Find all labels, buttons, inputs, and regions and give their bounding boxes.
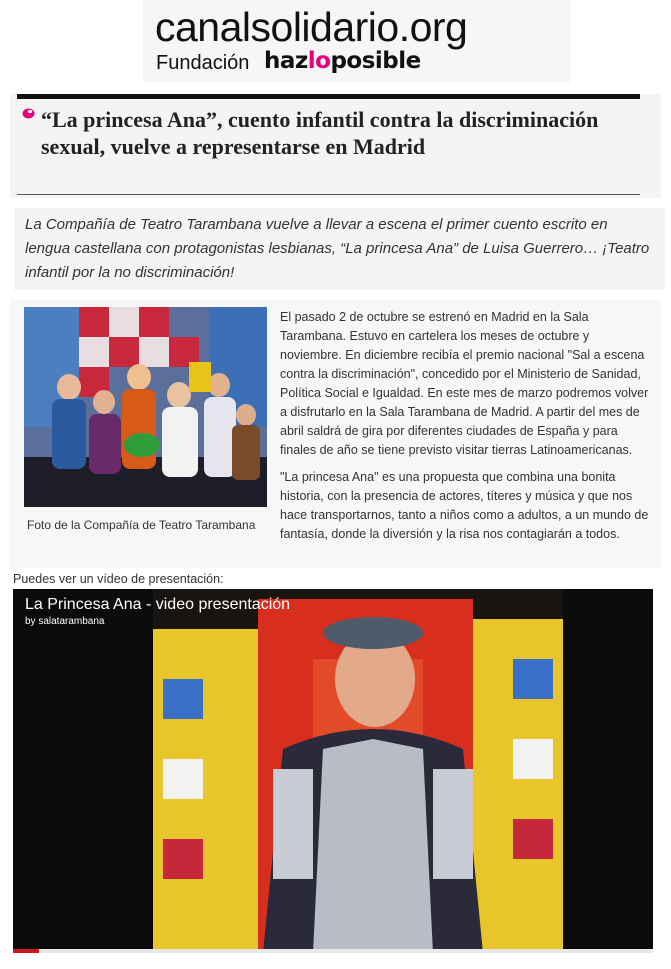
article-paragraph-2: "La princesa Ana" es una propuesta que combina una bonita historia, con la presencia de actores, títeres y música y que nos hace transportarnos, tanto a niños como a adultos, a un mundo de fantasía, donde la diversión y la risa nos contagiarán a todos. [280, 470, 649, 541]
article-text [280, 308, 652, 552]
brand-part-2: lo [307, 48, 331, 74]
video-frame [13, 589, 653, 953]
video-byline[interactable]: by salatarambana [25, 616, 105, 627]
site-name: canalsolidario.org [155, 4, 468, 50]
video-title[interactable]: La Princesa Ana - video presentación [25, 596, 291, 613]
title-top-rule [17, 94, 640, 99]
brand-part-3: posible [330, 48, 421, 74]
video-label: Puedes ver un vídeo de presentación: [13, 572, 224, 586]
photo-caption: Foto de la Compañía de Teatro Tarambana [27, 518, 256, 532]
bottom-strip [0, 953, 671, 969]
quote-icon [22, 108, 35, 119]
site-logo[interactable] [143, 0, 571, 82]
article-header [10, 94, 661, 198]
company-photo [24, 307, 267, 507]
brand-part-1: haz [264, 48, 308, 74]
foundation-prefix: Fundación [156, 52, 250, 74]
article-body [10, 300, 661, 568]
photo-image [24, 307, 267, 507]
article-paragraph-1: El pasado 2 de octubre se estrenó en Madrid en la Sala Tarambana. Estuvo en cartelera los meses de octubre y noviembre. En diciembre recibía el premio nacional "Sal a escena contra la discriminación", concedido por el Ministerio de Sanidad, Política Social e Igualdad. En este mes de marzo podremos volver a disfrutarlo en la Sala Tarambana de Madrid. A partir del mes de abril saldrá de gira por diferentes ciudades de España y para finales de año se tiene previsto visitar tierras Latinoamericanas. [280, 310, 649, 457]
article-intro [14, 208, 665, 290]
title-bottom-rule [17, 194, 640, 195]
foundation-brand [264, 48, 421, 74]
page-title: “La princesa Ana”, cuento infantil contra la discriminación sexual, vuelve a representarse en Madrid [41, 107, 599, 159]
video-player[interactable] [13, 589, 653, 953]
intro-text: La Compañía de Teatro Tarambana vuelve a llevar a escena el primer cuento escrito en lengua castellana con protagonistas lesbianas, “La princesa Ana” de Luisa Guerrero… ¡Teatro infantil por la no discriminación! [25, 216, 650, 281]
